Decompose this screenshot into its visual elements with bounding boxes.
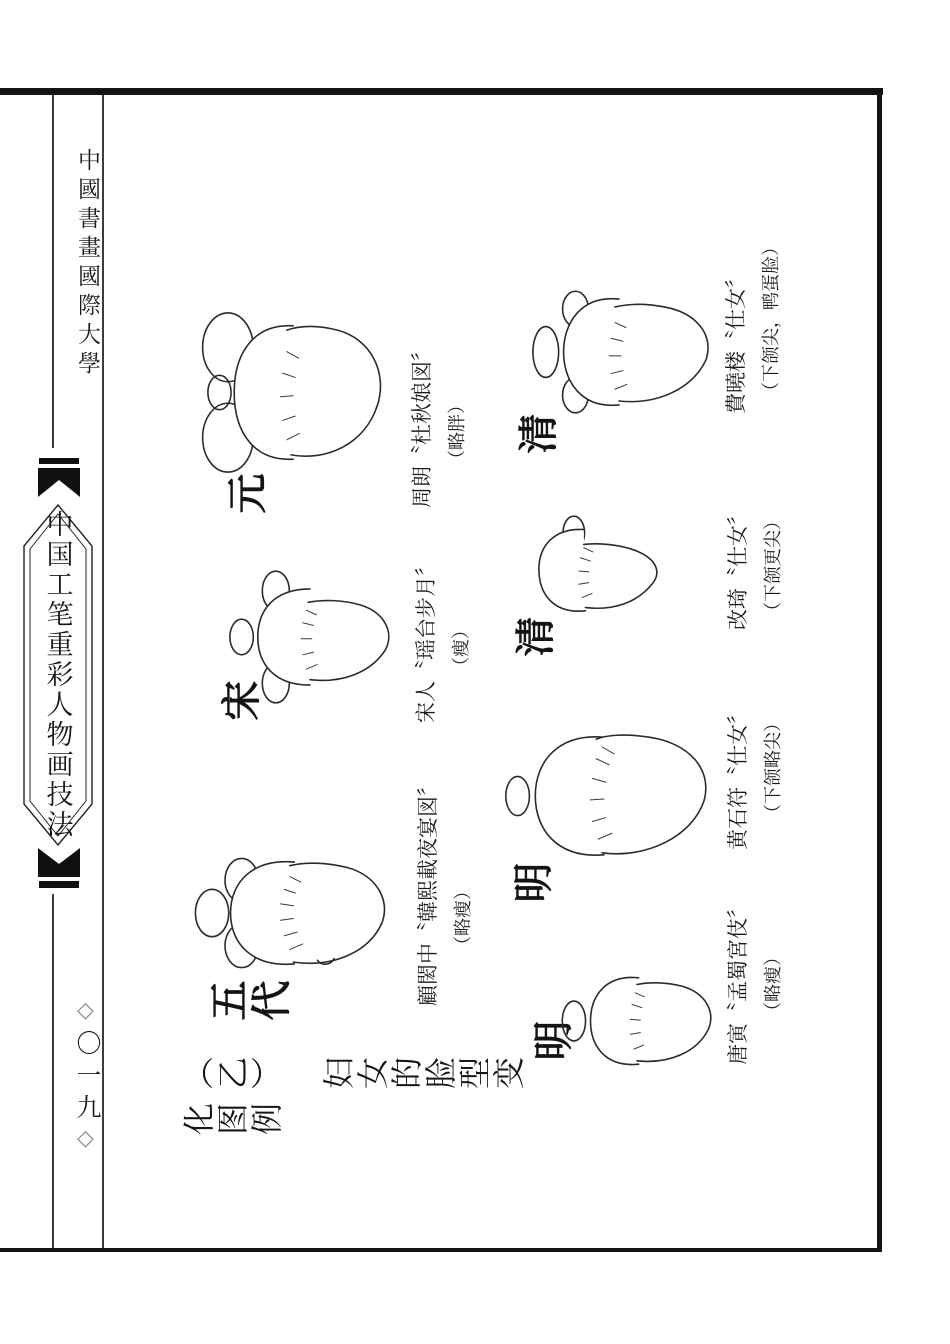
plate-heading: （乙） 妇女的脸型变化图例 (182, 1057, 526, 1139)
caption-note: （瘦） (451, 621, 471, 675)
caption-note: （略瘦） (453, 882, 473, 954)
dynasty-label-ming-2: 明 (512, 863, 554, 908)
face-outline (290, 863, 385, 963)
hair (562, 978, 638, 1065)
dynasty-label-qing-2: 清 (517, 414, 559, 459)
face-drawing-song (220, 548, 400, 726)
diamond-icon: ◇ (74, 998, 99, 1030)
dynasty-label-wudai: 五代 (208, 981, 292, 1026)
banner-top-bar (39, 458, 79, 464)
caption-text: 黄石符〝仕女〞 (726, 703, 750, 850)
caption-song (410, 555, 473, 723)
hair (230, 571, 310, 703)
face-outline (584, 544, 657, 608)
caption-text: 宋人〝瑶台步月〞 (414, 555, 438, 723)
face-drawing-wudai (188, 822, 410, 1004)
dynasty-label-yuan: 元 (226, 474, 268, 519)
face-outline (308, 601, 389, 681)
caption-ming-tangyin (722, 897, 785, 1065)
face-drawing-ming-tangyin (554, 938, 720, 1104)
banner-bottom-bar (39, 881, 79, 888)
caption-text: 顧閎中〝韓熙載夜宴図〞 (416, 775, 440, 1006)
caption-text: 周朗〝杜秋娘図〞 (410, 340, 434, 508)
hair (533, 291, 619, 413)
hair (539, 516, 586, 611)
hair (195, 858, 294, 967)
caption-ming-huang (722, 703, 785, 850)
caption-text: 改琦〝仕女〞 (726, 504, 750, 630)
caption-note: （下颌尖，鸭蛋脸） (761, 238, 781, 400)
caption-qing-fei (720, 238, 783, 414)
page-number-value: 〇一九 (73, 1030, 100, 1126)
face-drawing-ming-huang (496, 698, 722, 894)
banner-title: 中国工笔重彩人物画技法 (42, 510, 73, 840)
hair (506, 737, 604, 855)
hair (203, 313, 294, 472)
face-outline (287, 327, 381, 457)
side-title: 中國書畫國際大學 (75, 148, 100, 380)
dynasty-label-song: 宋 (220, 681, 262, 726)
face-drawing-yuan (190, 285, 390, 500)
figure-plate (140, 170, 880, 1250)
caption-note: （下颌略尖） (763, 714, 783, 822)
face-drawing-qing-gaiqi (504, 488, 666, 654)
caption-wudai (412, 775, 475, 1006)
banner-pennant-bottom (37, 848, 81, 878)
frame-top-bar (0, 88, 883, 95)
caption-note: （下颌更尖） (763, 512, 783, 620)
caption-note: （略瘦） (763, 948, 783, 1020)
banner-pennant-top (37, 468, 81, 498)
page-number (52, 998, 104, 1158)
face-outline (615, 304, 708, 401)
caption-text: 費曉楼〝仕女〞 (724, 267, 748, 414)
dynasty-label-ming-1: 明 (532, 1021, 574, 1066)
caption-yuan (406, 340, 469, 508)
dynasty-label-qing-1: 清 (514, 617, 556, 662)
caption-qing-gaiqi (722, 504, 785, 630)
face-drawing-qing-fei (524, 254, 712, 450)
face-outline (637, 983, 711, 1062)
caption-note: （略胖） (447, 396, 467, 468)
title-banner (20, 448, 96, 894)
diamond-icon: ◇ (74, 1126, 99, 1158)
caption-text: 唐寅〝孟蜀宮伎〞 (726, 897, 750, 1065)
